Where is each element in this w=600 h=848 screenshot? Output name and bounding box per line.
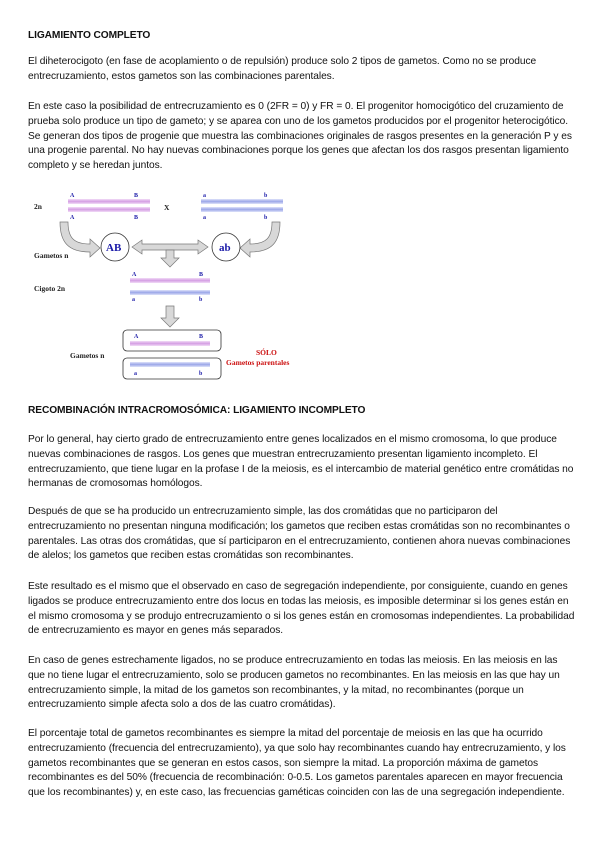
parental-gametes-label: Gametos parentales <box>226 358 290 367</box>
allele-a-gamete: a <box>134 371 137 377</box>
only-label: SÓLO <box>256 348 277 357</box>
arrow-to-gamete-ab <box>240 222 280 257</box>
paragraph-incomplete-linkage-5: El porcentaje total de gametos recombinantes es siempre la mitad del porcentaje de meiosis en las que ha ocurrido entrecruzamiento (frecuencia del entrecruzamiento), ya que solo hay recombinantes cuando hay entrecruzamiento, y los gametos recombinantes que se generan en estos casos, son siempre la mitad. La proporción máxima de gametos recombinantes es del 50% (frecuencia de recombinación: 0-0.5. Los gametos parentales aparecen en mayor frecuencia que los recombinantes) y, en este caso, las frecuencias gaméticas coinciden con las de una segregación independiente. <box>28 728 566 799</box>
allele-B-p1-top: B <box>134 193 139 199</box>
paragraph-complete-linkage-1: El diheterocigoto (en fase de acoplamiento o de repulsión) produce solo 2 tipos de gametos. Como no se produce entrecruzamiento, estos gametos son las combinaciones parentales. <box>28 56 537 82</box>
gamete-box-ab <box>123 358 221 379</box>
paragraph-incomplete-linkage-2: Después de que se ha producido un entrecruzamiento simple, las dos cromátidas que no participaron del entrecruzamiento no presentan ninguna modificación; los gametos que reciben estas cromátidas son no recombinantes o parentales. Las otras dos cromátidas, que sí participaron en el entrecruzamiento, contienen ahora nuevas combinaciones de alelos; los gametos que reciben estas cromátidas son recombinantes. <box>28 506 571 562</box>
label-gametes-n: Gametos n <box>70 351 105 360</box>
paragraph-incomplete-linkage-4: En caso de genes estrechamente ligados, no se produce entrecruzamiento en todas las meiosis. En las meiosis en las que no tiene lugar el entrecruzamiento, solo se producen gametos no recombinantes. En las meiosis en las que hay un entrecruzamiento simple, la mitad de los gametos son recombinantes, y la mitad, no recombinantes (porque un entrecruzamiento simple afecta solo a dos de las cuatro cromátidas). <box>28 655 560 711</box>
zygote-chromosome-lower <box>130 290 210 295</box>
allele-b-p2-bottom: b <box>264 215 268 221</box>
chromosome-p2-upper <box>201 199 283 204</box>
gamete-ab-label: ab <box>219 242 231 254</box>
section-title-complete-linkage: LIGAMIENTO COMPLETO <box>28 30 151 41</box>
paragraph-incomplete-linkage-1: Por lo general, hay cierto grado de entrecruzamiento entre genes localizados en el mismo cromosoma, lo que produce nuevas combinaciones de rasgos. Los genes que muestran entrecruzamiento presentan ligamiento incompleto. El entrecruzamiento, que tiene lugar en la profase I de la meiosis, es el intercambio de material genético entre cromátidas no hermanas de cromosomas homólogos. <box>28 434 574 490</box>
gamete-AB-label: AB <box>106 242 122 254</box>
paragraph-incomplete-linkage-3: Este resultado es el mismo que el observado en caso de segregación independiente, por consiguiente, cuando en genes ligados se produce entrecruzamiento entre dos locus en todas las meiosis, es imposible determinar si los genes están en el mismo cromosoma y se produjo entrecruzamiento o si los genes están en cromosomas independientes. La probabilidad de entrecruzamiento es mayor en genes más separados. <box>28 581 575 637</box>
chromosome-p2-lower <box>201 207 283 212</box>
gamete-chromosome-AB <box>130 341 210 346</box>
allele-a-p2-top: a <box>203 193 206 199</box>
paragraph-complete-linkage-2: En este caso la posibilidad de entrecruzamiento es 0 (2FR = 0) y FR = 0. El progenitor homocigótico del cruzamiento de prueba solo produce un tipo de gameto; y se aparea con uno de los gametos producidos por el progenitor heterocigótico. Se generan dos tipos de progenie que muestra las combinaciones originales de rasgos presentes en la generación P y es una progenie parental. No hay nuevas combinaciones porque los genes que afectan los dos rasgos presentan ligamiento completo y se heredan juntos. <box>28 101 572 172</box>
section-title-incomplete-linkage: RECOMBINACIÓN INTRACROMOSÓMICA: LIGAMIENTO INCOMPLETO <box>28 405 366 416</box>
allele-A-zygote: A <box>132 272 137 278</box>
chromosome-p1-lower <box>68 207 150 212</box>
label-gametes-n-top: Gametos n <box>34 251 69 260</box>
chromosome-p1-upper <box>68 199 150 204</box>
arrow-to-gametes <box>161 306 179 327</box>
allele-B-p1-bottom: B <box>134 215 139 221</box>
allele-A-p1-top: A <box>70 193 75 199</box>
allele-B-gamete: B <box>199 334 204 340</box>
allele-b-p2-top: b <box>264 193 268 199</box>
allele-a-p2-bottom: a <box>203 215 206 221</box>
label-zygote-2n: Cigoto 2n <box>34 284 66 293</box>
label-2n: 2n <box>34 202 42 211</box>
allele-b-gamete: b <box>199 371 203 377</box>
gamete-chromosome-ab <box>130 362 210 367</box>
allele-a-zygote: a <box>132 297 135 303</box>
arrow-to-zygote <box>161 250 179 267</box>
zygote-chromosome-upper <box>130 278 210 283</box>
complete-linkage-diagram <box>28 186 348 390</box>
diagram-svg <box>28 186 348 390</box>
allele-b-zygote: b <box>199 297 203 303</box>
allele-A-p1-bottom: A <box>70 215 75 221</box>
allele-B-zygote: B <box>199 272 204 278</box>
cross-symbol: X <box>164 203 170 212</box>
allele-A-gamete: A <box>134 334 139 340</box>
